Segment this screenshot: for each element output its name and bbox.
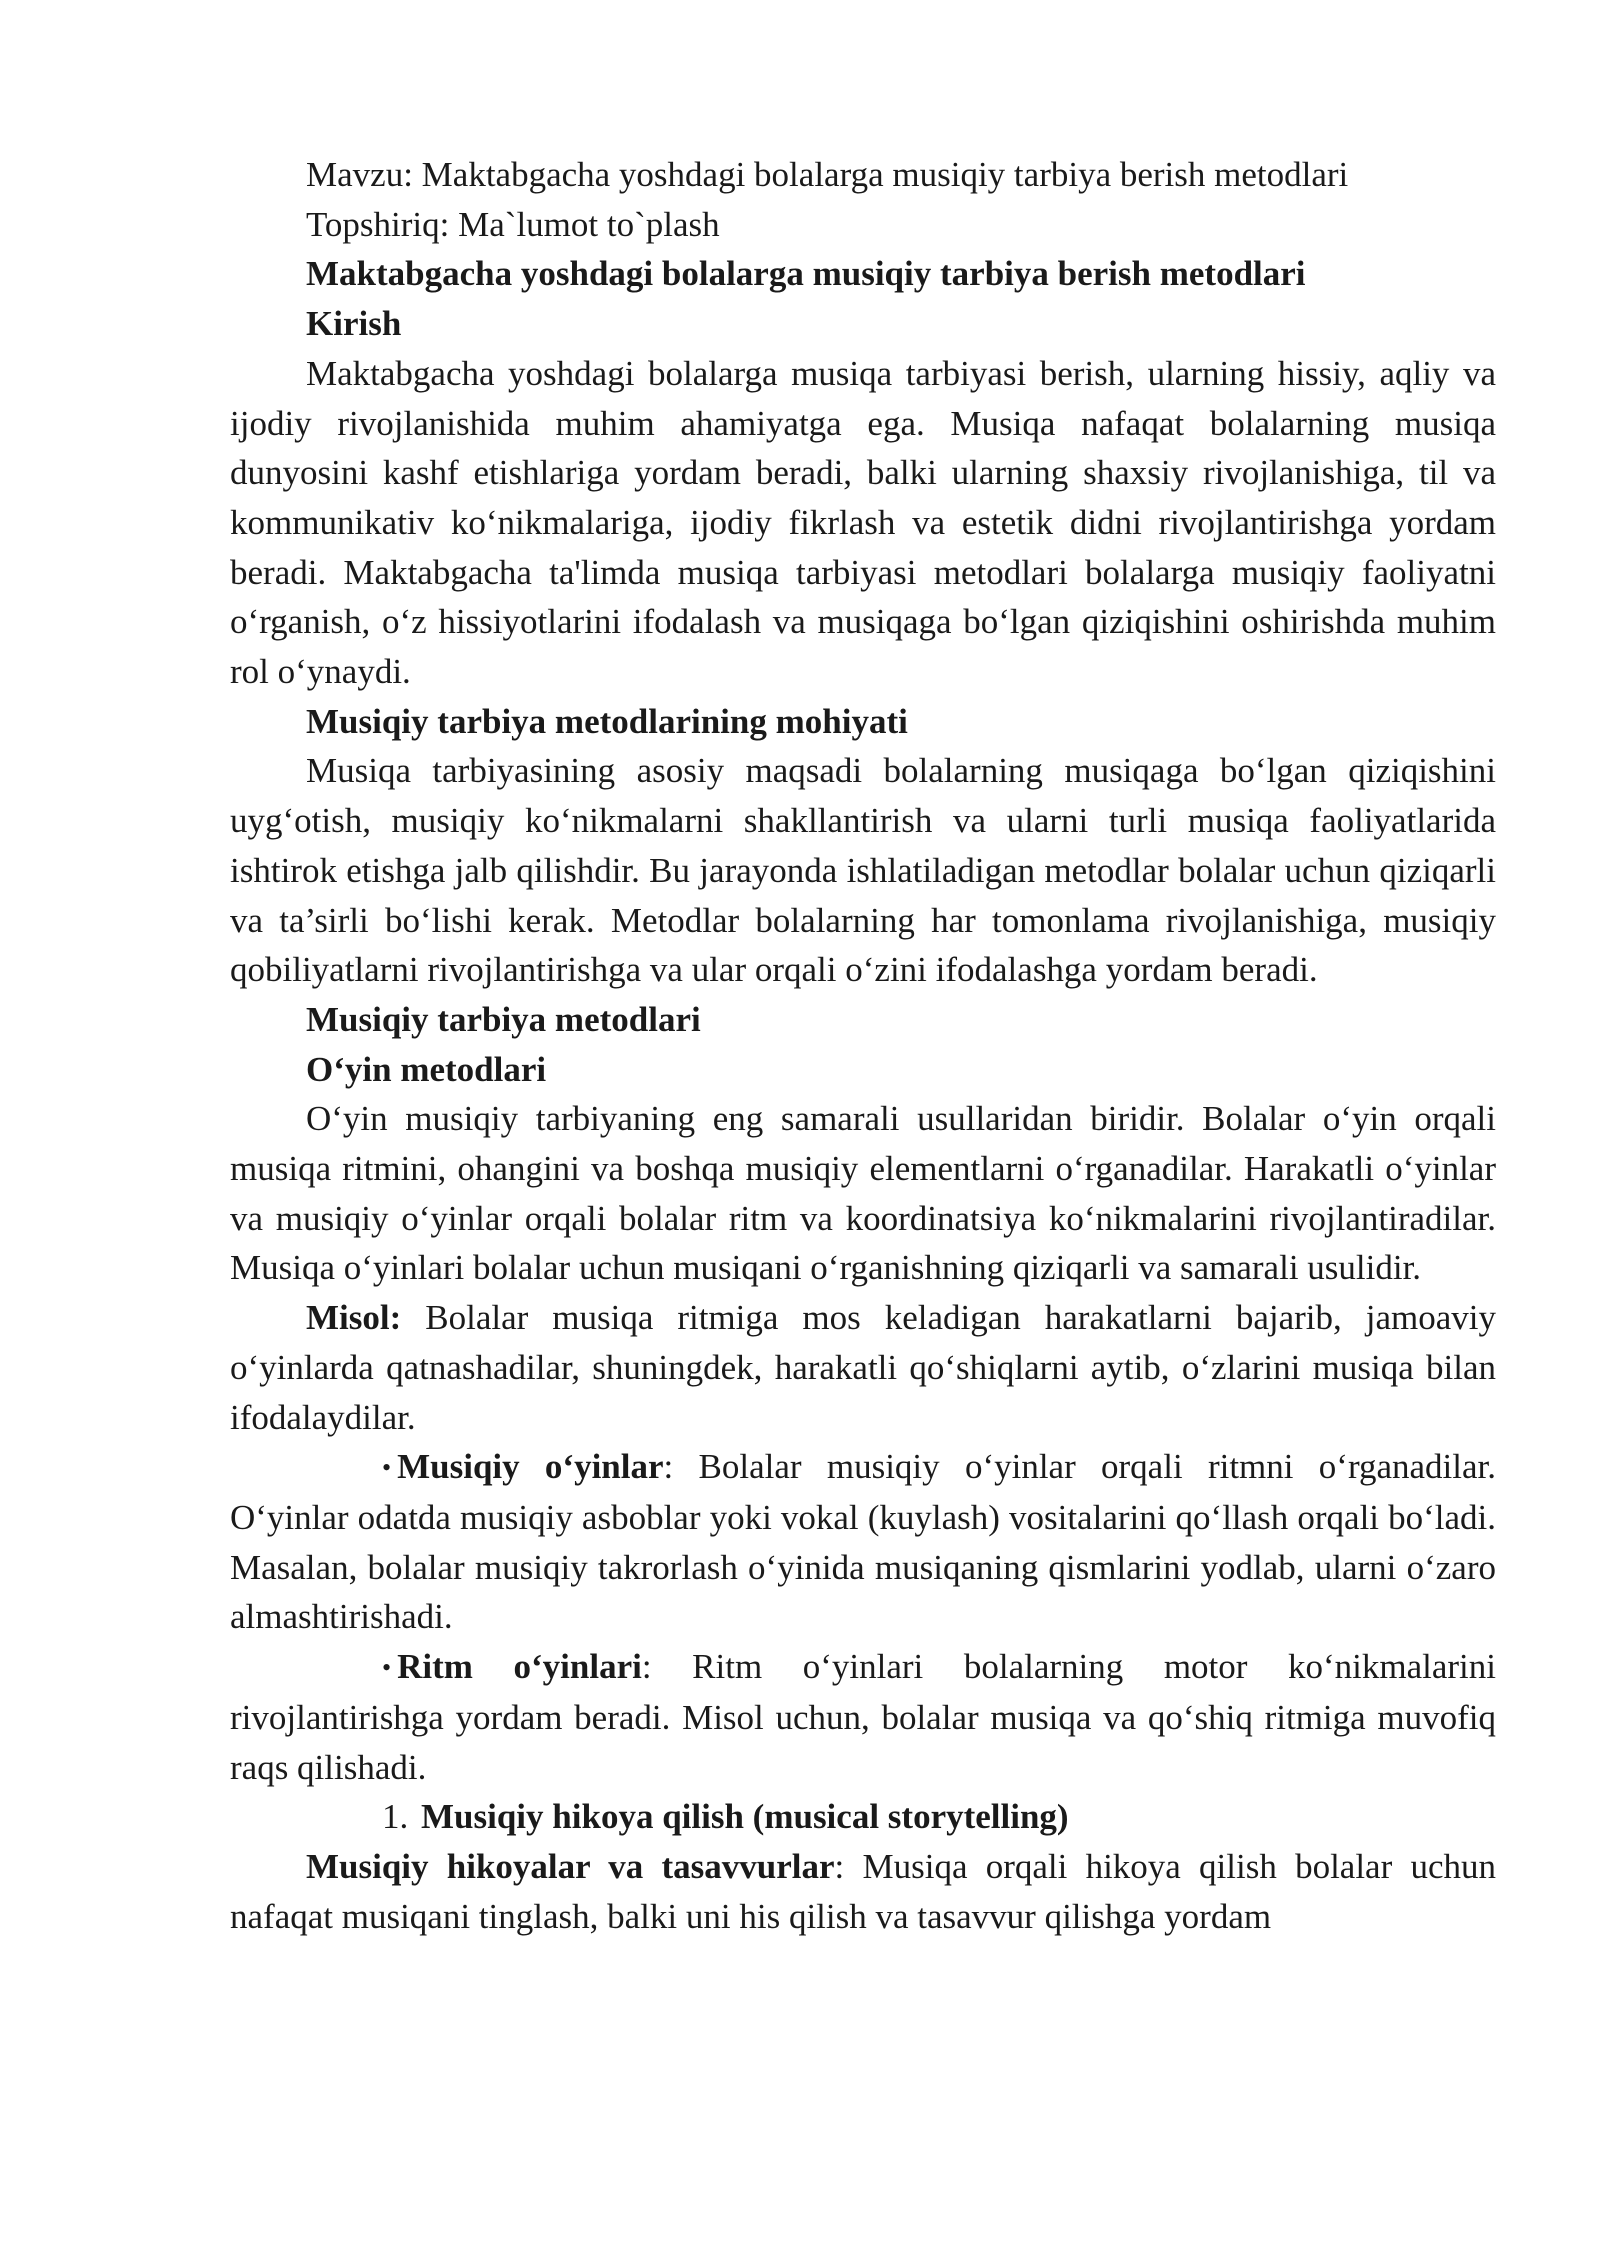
storytelling-heading-text: Musiqiy hikoya qilish (musical storytelling) bbox=[421, 1797, 1069, 1837]
bullet-text: : Ritm o‘yinlari bolalarning motor ko‘nikmalarini rivojlantirishga yordam beradi. Misol uchun, bolalar musiqa va qo‘shiq ritmiga muvofiq raqs qilishadi. bbox=[230, 1647, 1497, 1787]
bullet-text: : Bolalar musiqiy o‘yinlar orqali ritmni o‘rganadilar. O‘yinlar odatda musiqiy asboblar yoki vokal (kuylash) vositalarini qo‘llash orqali bo‘ladi. Masalan, bolalar musiqiy takrorlash o‘yinida musiqaning qismlarini yodlab, ularni o‘zaro almashtirishadi. bbox=[230, 1447, 1496, 1637]
storytelling-number: 1. bbox=[382, 1797, 409, 1837]
bullet-item bbox=[230, 1442, 1496, 1642]
bullet-icon: • bbox=[382, 1653, 392, 1683]
game-methods-heading: O‘yin metodlari bbox=[306, 1049, 547, 1089]
game-methods-paragraph: O‘yin musiqiy tarbiyaning eng samarali usullaridan biridir. Bolalar o‘yin orqali musiqa ritmini, ohangini va boshqa musiqiy elementlarni o‘rganadilar. Harakatli o‘yinlar va musiqiy o‘yinlar orqali bolalar ritm va koordinatsiya ko‘nikmalarini rivojlantiradilar. Musiqa o‘yinlari bolalar uchun musiqani o‘rganishning qiziqarli va samarali usulidir. bbox=[230, 1099, 1496, 1288]
storytelling-heading bbox=[230, 1792, 1496, 1842]
essence-paragraph: Musiqa tarbiyasining asosiy maqsadi bolalarning musiqaga bo‘lgan qiziqishini uyg‘otish, musiqiy ko‘nikmalarni shakllantirish va ularni turli musiqa faoliyatlarida ishtirok etishga jalb qilishdir. Bu jarayonda ishlatiladigan metodlar bolalar uchun qiziqarli va ta’sirli bo‘lishi kerak. Metodlar bolalarning har tomonlama rivojlanishiga, musiqiy qobiliyatlarni rivojlantirishga va ular orqali o‘zini ifodalashga yordam beradi. bbox=[230, 751, 1496, 990]
methods-heading: Musiqiy tarbiya metodlari bbox=[306, 999, 701, 1039]
bullet-term: Ritm o‘yinlari bbox=[397, 1647, 642, 1687]
bullet-item bbox=[230, 1642, 1496, 1792]
storytelling-term: Musiqiy hikoyalar va tasavvurlar bbox=[306, 1846, 835, 1886]
example-text: Bolalar musiqa ritmiga mos keladigan harakatlarni bajarib, jamoaviy o‘yinlarda qatnashadilar, shuningdek, harakatli qo‘shiqlarni aytib, o‘zlarini musiqa bilan ifodalaydilar. bbox=[230, 1298, 1496, 1437]
example-paragraph bbox=[230, 1293, 1496, 1442]
task-line: Topshiriq: Ma`lumot to`plash bbox=[306, 204, 720, 244]
storytelling-paragraph bbox=[230, 1842, 1496, 1941]
intro-paragraph: Maktabgacha yoshdagi bolalarga musiqa tarbiyasi berish, ularning hissiy, aqliy va ijodiy rivojlanishida muhim ahamiyatga ega. Musiqa nafaqat bolalarning musiqa dunyosini kashf etishlariga yordam beradi, balki ularning shaxsiy rivojlanishiga, til va kommunikativ ko‘nikmalariga, ijodiy fikrlash va estetik didni rivojlantirishga yordam beradi. Maktabgacha ta'limda musiqa tarbiyasi metodlari bolalarga musiqiy faoliyatni o‘rganish, o‘z hissiyotlarini ifodalash va musiqaga bo‘lgan qiziqishini oshirishda muhim rol o‘ynaydi. bbox=[230, 353, 1496, 692]
storytelling-text: : Musiqa orqali hikoya qilish bolalar uchun nafaqat musiqani tinglash, balki uni his qilish va tasavvur qilishga yordam bbox=[230, 1846, 1496, 1936]
bullet-term: Musiqiy o‘yinlar bbox=[397, 1447, 664, 1487]
bullet-icon: • bbox=[382, 1453, 392, 1483]
document-page bbox=[230, 150, 1496, 1941]
essence-heading: Musiqiy tarbiya metodlarining mohiyati bbox=[306, 701, 908, 741]
intro-heading: Kirish bbox=[306, 304, 402, 344]
example-label: Misol: bbox=[306, 1298, 402, 1338]
document-title: Maktabgacha yoshdagi bolalarga musiqiy tarbiya berish metodlari bbox=[306, 254, 1306, 294]
topic-line: Mavzu: Maktabgacha yoshdagi bolalarga musiqiy tarbiya berish metodlari bbox=[306, 155, 1349, 194]
